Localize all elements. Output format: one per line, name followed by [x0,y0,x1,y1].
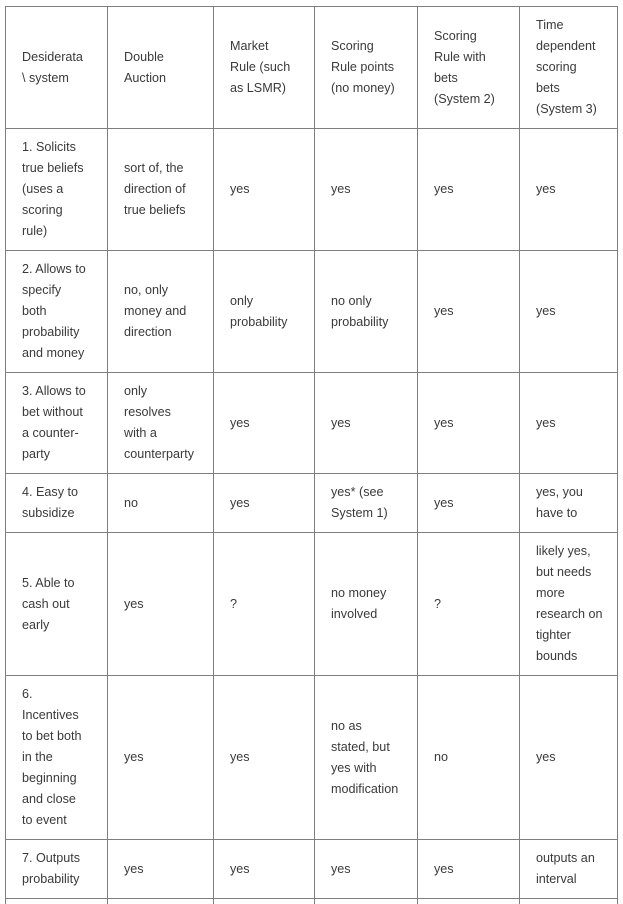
table-cell: yes [418,474,520,533]
table-cell: ? [214,533,315,676]
table-cell: yes [214,373,315,474]
table-cell: yes [520,251,618,373]
table-cell: yes [214,129,315,251]
header-double-auction: Double Auction [108,7,214,129]
table-cell: 5. Able to cash out early [6,533,108,676]
table-cell: yes [520,129,618,251]
table-cell: only probability [214,251,315,373]
table-cell: no money involved [315,533,418,676]
table-cell [108,899,214,904]
table-cell: yes [108,533,214,676]
table-cell: sort of, the direction of true beliefs [108,129,214,251]
table-cell: yes [418,251,520,373]
table-row [6,676,618,840]
table-cell [418,899,520,904]
table-cell [6,899,108,904]
table-cell: yes [214,840,315,899]
table-cell: 4. Easy to subsidize [6,474,108,533]
header-market-rule: Market Rule (such as LSMR) [214,7,315,129]
table-cell: no [108,474,214,533]
table-cell [214,899,315,904]
table-cell: no only probability [315,251,418,373]
header-desiderata: Desiderata \ system [6,7,108,129]
table-cell: yes [418,373,520,474]
comparison-table [5,6,618,904]
table-cell [315,899,418,904]
table-cell: yes [315,129,418,251]
table-cell: yes [418,129,520,251]
table-row [6,373,618,474]
table-cell: yes [520,373,618,474]
table-cell: outputs an interval [520,840,618,899]
table-cell: no [418,676,520,840]
table-cell: yes [108,676,214,840]
header-scoring-rule-points: Scoring Rule points (no money) [315,7,418,129]
table-row [6,129,618,251]
table-header-row [6,7,618,129]
table-cell: 2. Allows to specify both probability and money [6,251,108,373]
header-time-dependent: Time dependent scoring bets (System 3) [520,7,618,129]
table-row-partial [6,899,618,904]
table-cell: 3. Allows to bet without a counter- party [6,373,108,474]
table-row [6,474,618,533]
table-row [6,840,618,899]
table-row [6,251,618,373]
table-cell: yes [214,474,315,533]
table-cell: 1. Solicits true beliefs (uses a scoring rule) [6,129,108,251]
table-cell: yes* (see System 1) [315,474,418,533]
table-cell [520,899,618,904]
table-cell: yes [520,676,618,840]
table-cell: no as stated, but yes with modification [315,676,418,840]
table-cell: yes [108,840,214,899]
table-cell: no, only money and direction [108,251,214,373]
table-cell: likely yes, but needs more research on tighter bounds [520,533,618,676]
table-cell: yes [214,676,315,840]
table-cell: only resolves with a counterparty [108,373,214,474]
table-cell: yes, you have to [520,474,618,533]
table-cell: yes [315,373,418,474]
table-row [6,533,618,676]
header-scoring-rule-bets: Scoring Rule with bets (System 2) [418,7,520,129]
table-cell: yes [418,840,520,899]
table-cell: yes [315,840,418,899]
table-cell: 6. Incentives to bet both in the beginning and close to event [6,676,108,840]
table-cell: ? [418,533,520,676]
table-cell: 7. Outputs probability [6,840,108,899]
